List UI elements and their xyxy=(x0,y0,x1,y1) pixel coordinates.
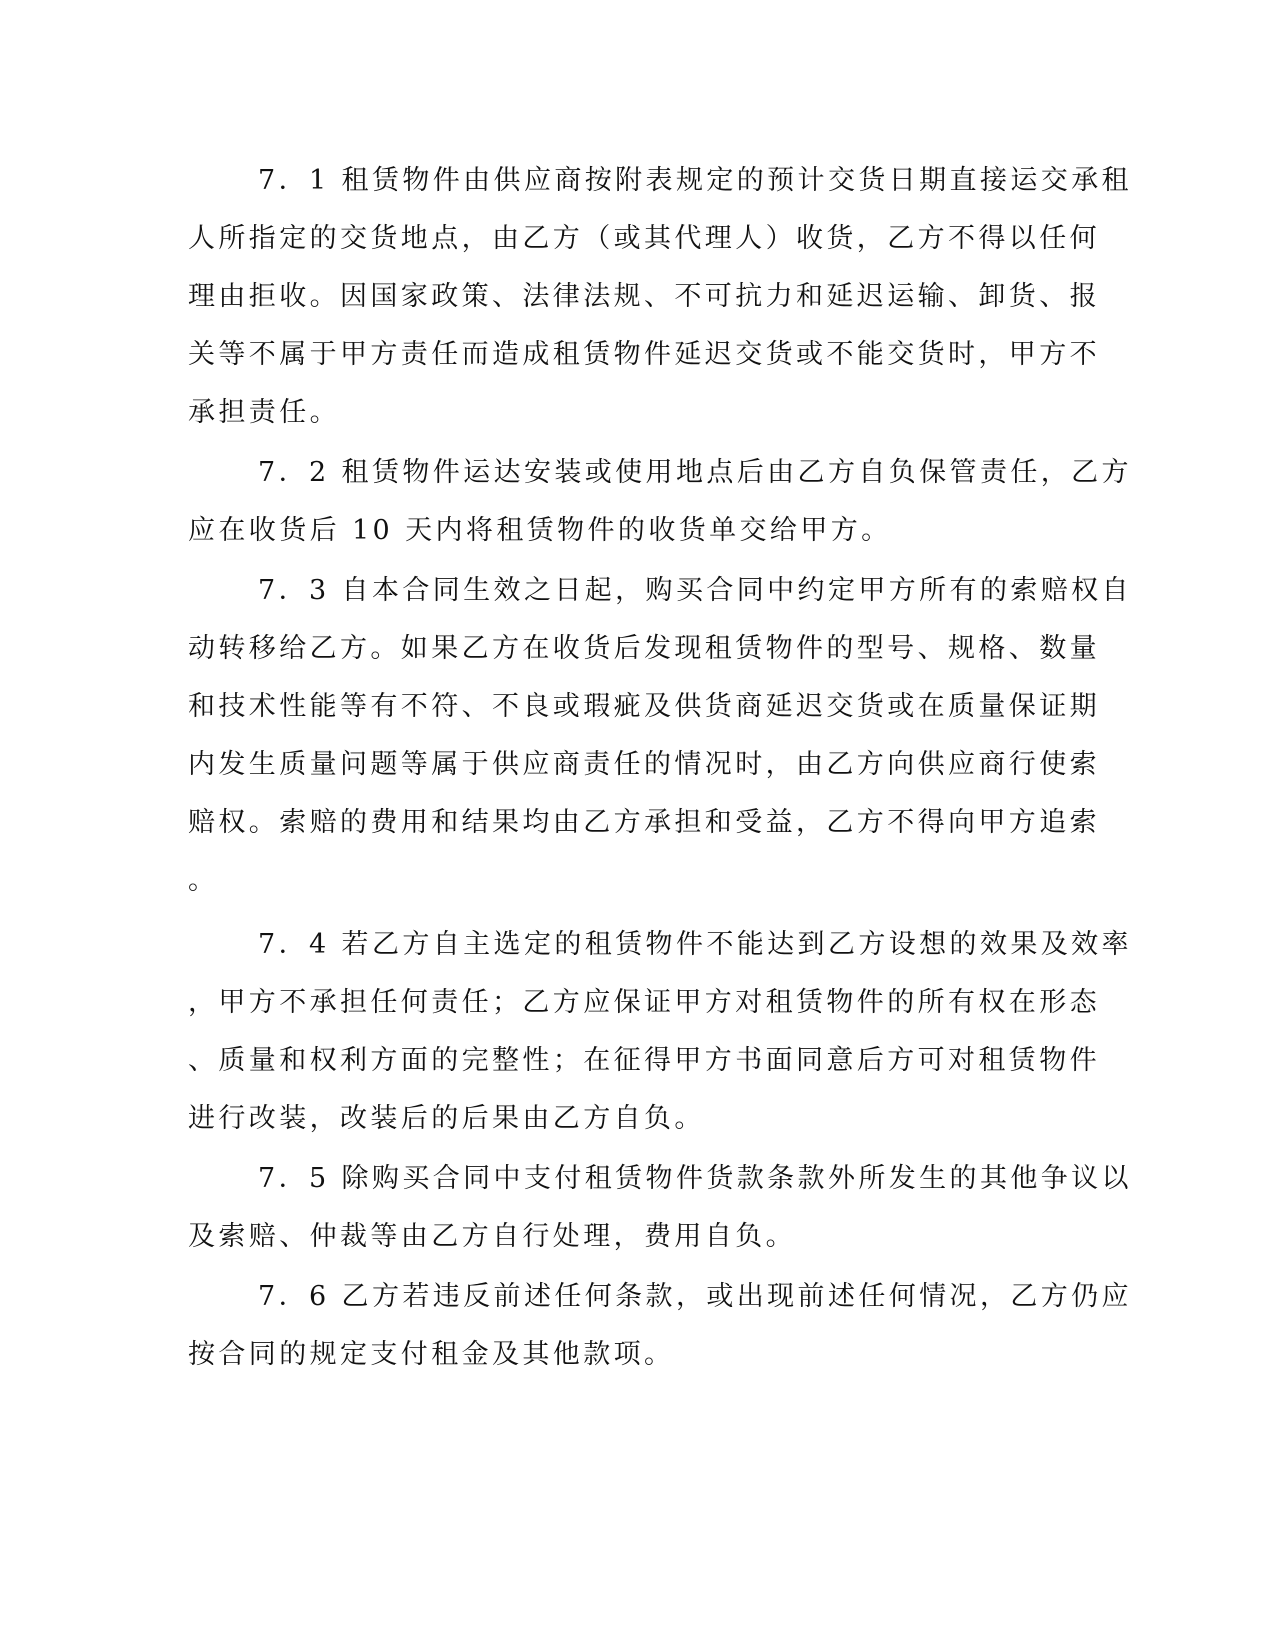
clause-line: 7．1 租赁物件由供应商按附表规定的预计交货日期直接运交承租 xyxy=(258,165,1132,196)
clause-line: 进行改装，改装后的后果由乙方自负。 xyxy=(188,1103,705,1134)
clause-line: 7．3 自本合同生效之日起，购买合同中约定甲方所有的索赔权自 xyxy=(258,575,1132,606)
clause-line: 7．2 租赁物件运达安装或使用地点后由乙方自负保管责任，乙方 xyxy=(258,457,1132,488)
clause-line: 和技术性能等有不符、不良或瑕疵及供货商延迟交货或在质量保证期 xyxy=(188,691,1100,722)
clause-line: ，甲方不承担任何责任；乙方应保证甲方对租赁物件的所有权在形态 xyxy=(188,987,1100,1018)
clause-line: 承担责任。 xyxy=(188,397,340,428)
clause-line: 按合同的规定支付租金及其他款项。 xyxy=(188,1339,675,1370)
clause-line: 、质量和权利方面的完整性；在征得甲方书面同意后方可对租赁物件 xyxy=(188,1045,1100,1076)
clause-line: 7．4 若乙方自主选定的租赁物件不能达到乙方设想的效果及效率 xyxy=(258,929,1132,960)
clause-line: 理由拒收。因国家政策、法律法规、不可抗力和延迟运输、卸货、报 xyxy=(188,281,1100,312)
clause-line: 动转移给乙方。如果乙方在收货后发现租赁物件的型号、规格、数量 xyxy=(188,633,1100,664)
clause-line: 及索赔、仲裁等由乙方自行处理，费用自负。 xyxy=(188,1221,796,1252)
clause-line: 赔权。索赔的费用和结果均由乙方承担和受益，乙方不得向甲方追索 xyxy=(188,807,1100,838)
clause-line: 人所指定的交货地点，由乙方（或其代理人）收货，乙方不得以任何 xyxy=(188,223,1100,254)
clause-line: 应在收货后 10 天内将租赁物件的收货单交给甲方。 xyxy=(188,515,892,546)
clause-line: 。 xyxy=(188,865,219,896)
clause-line: 内发生质量问题等属于供应商责任的情况时，由乙方向供应商行使索 xyxy=(188,749,1100,780)
clause-line: 7．5 除购买合同中支付租赁物件货款条款外所发生的其他争议以 xyxy=(258,1163,1132,1194)
clause-line: 关等不属于甲方责任而造成租赁物件延迟交货或不能交货时，甲方不 xyxy=(188,339,1100,370)
clause-line: 7．6 乙方若违反前述任何条款，或出现前述任何情况，乙方仍应 xyxy=(258,1281,1132,1312)
